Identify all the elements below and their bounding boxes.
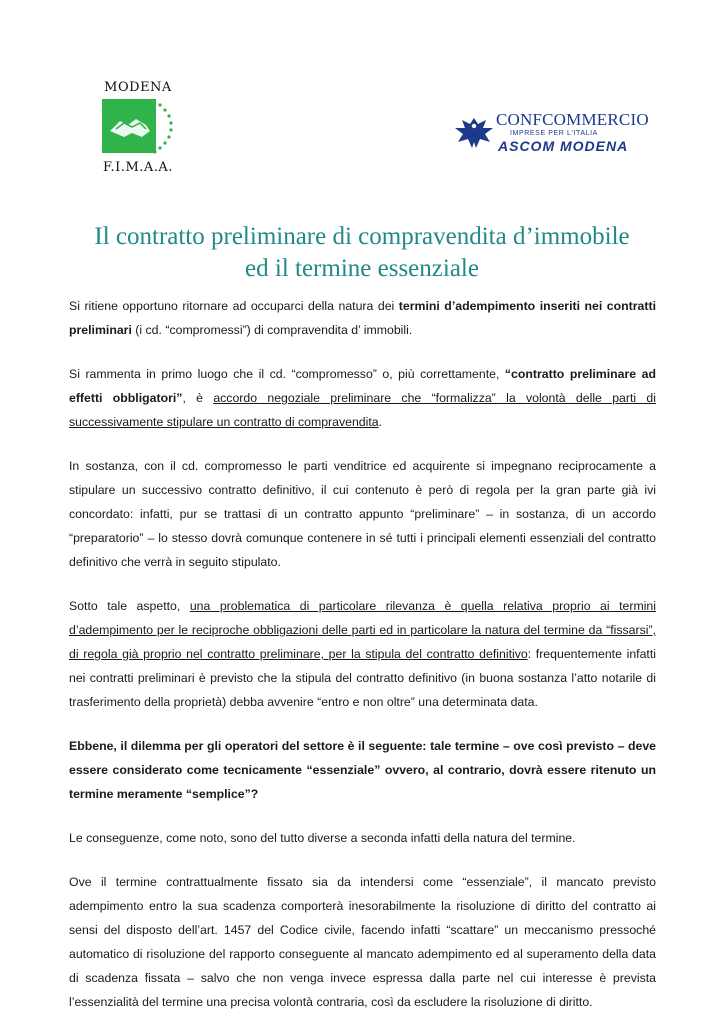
p5-bold: Ebbene, il dilemma per gli operatori del settore è il seguente: tale termine – ove così previsto – deve essere considerato come tecnicamente “essenziale” ovvero, al contrario, dovrà essere ritenuto un termine meramente “semplice”? bbox=[69, 739, 656, 801]
handshake-icon bbox=[98, 97, 178, 155]
p2-underlined: accordo negoziale preliminare che “formalizza” la volontà delle parti di successivamente stipulare un contratto di compravendita bbox=[69, 391, 656, 429]
paragraph-2 bbox=[69, 362, 656, 434]
p2-text-end: . bbox=[378, 415, 383, 429]
paragraph-7: Ove il termine contrattualmente fissato sia da intendersi come “essenziale”, il mancato previsto adempimento entro la sua scadenza comporterà inesorabilmente la risoluzione di diritto del contratto ai sensi del disposto dell’art. 1457 del Codice civile, facendo infatti “scattare” un meccanismo pressoché automatico di risoluzione del rapporto conseguente al mancato adempimento ed al superamento della data di scadenza fissata – salvo che non venga invece espressa dalla parte nel cui interesse è prevista l’essenzialità del termine una precisa volontà contraria, così da escludere la risoluzione di diritto. bbox=[69, 875, 656, 1009]
paragraph-6: Le conseguenze, come noto, sono del tutto diverse a seconda infatti della natura del termine. bbox=[69, 831, 576, 845]
confcommercio-name: CONFCOMMERCIO bbox=[496, 110, 649, 129]
title-line-2: ed il termine essenziale bbox=[245, 255, 479, 282]
document-body bbox=[69, 294, 656, 1034]
ascom-modena-text: ASCOM MODENA bbox=[498, 138, 629, 154]
paragraph-4 bbox=[69, 594, 656, 714]
fimaa-modena-logo bbox=[92, 80, 184, 178]
p1-text: Si ritiene opportuno ritornare ad occuparci della natura dei bbox=[69, 299, 399, 313]
p4-text: Sotto tale aspetto, bbox=[69, 599, 190, 613]
paragraph-5 bbox=[69, 734, 656, 806]
confcommercio-subtitle: IMPRESE PER L'ITALIA bbox=[510, 130, 598, 137]
p2-text-mid: , è bbox=[182, 391, 214, 405]
p4-text-end: : frequentemente infatti nei contratti preliminari è previsto che la stipula del contratto definitivo (in buona sostanza l’atto notarile di trasferimento della proprietà) debba avvenire “entro e non oltre” una determinata data. bbox=[69, 647, 656, 709]
eagle-icon bbox=[452, 112, 496, 152]
p2-text: Si rammenta in primo luogo che il cd. “compromesso” o, più correttamente, bbox=[69, 367, 505, 381]
fimaa-logo-bottom-text: F.I.M.A.A. bbox=[103, 160, 173, 175]
confcommercio-logo bbox=[440, 90, 649, 172]
p4-underlined: una problematica di particolare rilevanza è quella relativa proprio ai termini d’adempimento per le reciproche obbligazioni delle parti ed in particolare la natura del termine da “fissarsi”, di regola già proprio nel contratto preliminare, per la stipula del contratto definitivo bbox=[69, 599, 657, 661]
title-line-1: Il contratto preliminare di compravendita d’immobile bbox=[94, 223, 630, 250]
paragraph-3: In sostanza, con il cd. compromesso le parti venditrice ed acquirente si impegnano reciprocamente a stipulare un successivo contratto definitivo, il cui contenuto è però di regola per la gran parte già ivi concordato: infatti, pur se trattasi di un contratto appunto “preliminare” – in sostanza, di un accordo “preparatorio” – lo stesso dovrà comunque contenere in sé tutti i principali elementi essenziali del contratto definitivo che verrà in seguito stipulato. bbox=[69, 459, 656, 569]
document-title bbox=[40, 221, 684, 285]
paragraph-1 bbox=[69, 294, 656, 342]
p1-bold: termini d’adempimento inseriti nei contratti preliminari bbox=[69, 299, 656, 337]
fimaa-logo-top-text: MODENA bbox=[104, 80, 172, 95]
p2-bold: “contratto preliminare ad effetti obbligatori” bbox=[69, 367, 656, 405]
p1-text-end: (i cd. “compromessi”) di compravendita d’ immobili. bbox=[131, 323, 413, 337]
